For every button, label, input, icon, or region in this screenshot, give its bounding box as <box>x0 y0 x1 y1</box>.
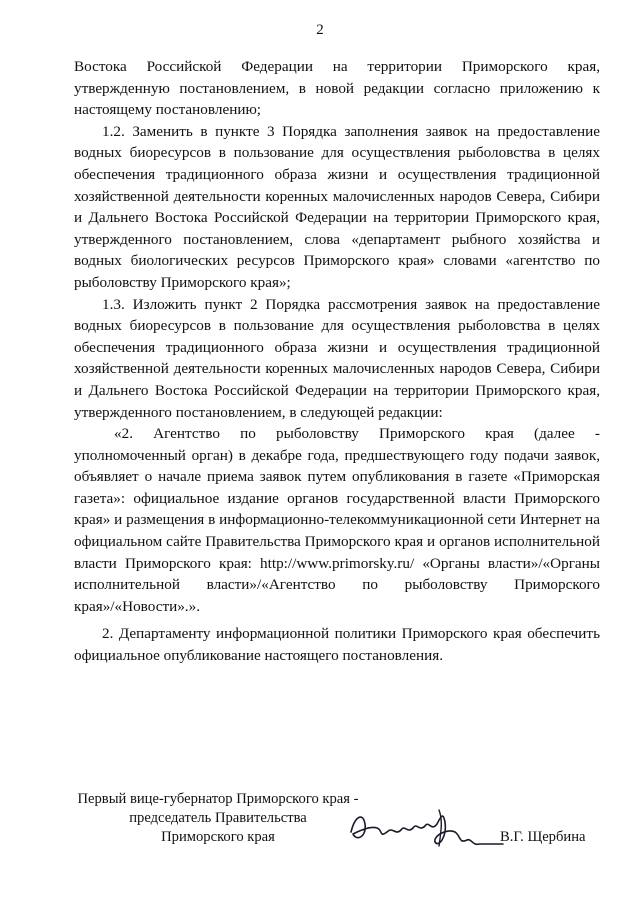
page-number: 2 <box>316 22 324 38</box>
signatory-title-line-1: Первый вице-губернатор Приморского края - <box>77 791 359 807</box>
paragraph-continuation: Востока Российской Федерации на территории Приморского края, утвержденную постановлением, в новой редакции согласно приложению к настоящему постановлению; <box>74 58 600 119</box>
signatory-title-line-3: Приморского края <box>161 829 275 845</box>
paragraph-item-2: 2. Департаменту информационной политики Приморского края обеспечить официальное опубликование настоящего постановления. <box>74 625 600 665</box>
paragraph-quoted-point-2: «2. Агентство по рыболовству Приморского края (далее - уполномоченный орган) в декабре года, предшествующего году подачи заявок, объявляет о начале приема заявок путем опубликования в газете «Приморская газета»: официальное издание органов государственной власти Приморского края» и размещения в информационно-телекоммуникационной сети Интернет на официальном сайте Правительства Приморского края и органов исполнительной власти Приморского края: http://www.primorsky.ru/ «Органы власти»/«Органы исполнительной власти»/«Агентство по рыболовству Приморского края»/«Новости».». <box>74 425 600 615</box>
handwritten-signature <box>343 802 513 854</box>
paragraph-item-1-2: 1.2. Заменить в пункте 3 Порядка заполнения заявок на предоставление водных биоресурсов в пользование для осуществления рыболовства в целях обеспечения традиционного образа жизни и осуществления традиционной хозяйственной деятельности коренных малочисленных народов Севера, Сибири и Дальнего Востока Российской Федерации на территории Приморского края, утвержденного постановлением, слова «департамент рыбного хозяйства и водных биологических ресурсов Приморского края» словами «агентство по рыболовству Приморского края»; <box>74 122 600 291</box>
signatory-title-line-2: председатель Правительства <box>129 810 307 826</box>
signatory-name: В.Г. Щербина <box>500 829 586 845</box>
paragraph-item-1-3: 1.3. Изложить пункт 2 Порядка рассмотрения заявок на предоставление водных биоресурсов в пользование для осуществления рыболовства в целях обеспечения традиционного образа жизни и осуществления традиционной хозяйственной деятельности коренных малочисленных народов Севера, Сибири и Дальнего Востока Российской Федерации на территории Приморского края, утвержденного постановлением, в следующей редакции: <box>74 295 600 421</box>
signature-block <box>68 790 608 847</box>
signatory-title <box>68 790 368 847</box>
document-body <box>74 56 600 667</box>
